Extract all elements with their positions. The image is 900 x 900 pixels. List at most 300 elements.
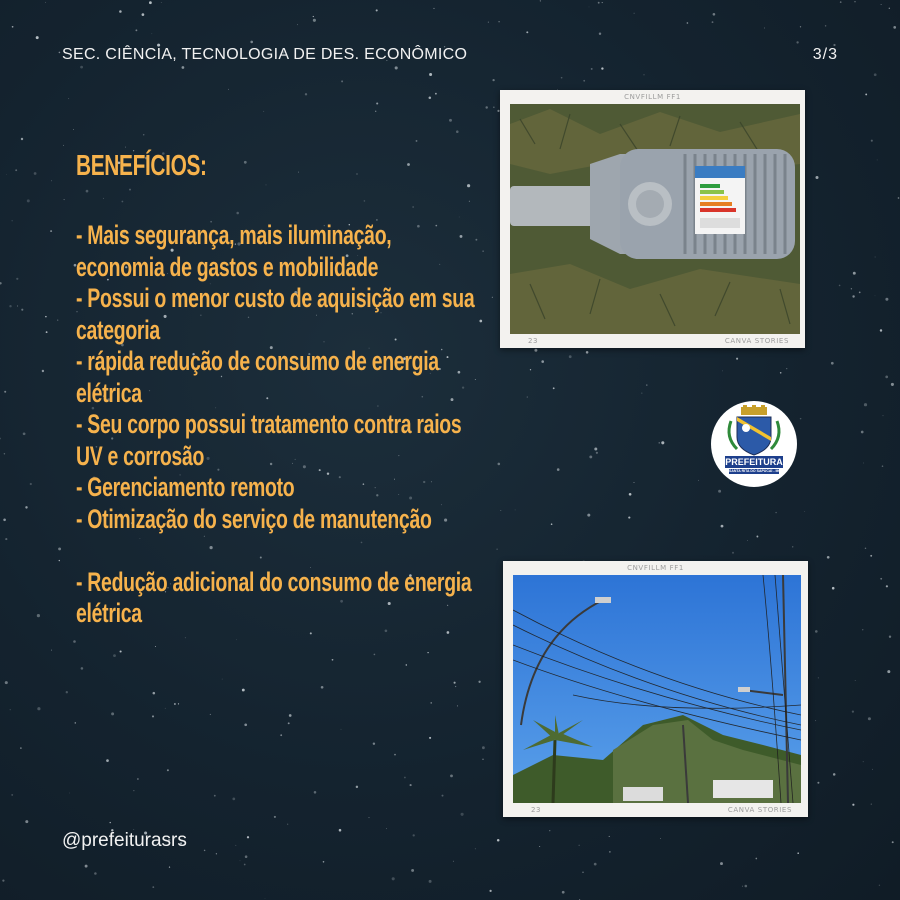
speckle [413,834,415,836]
speckle [5,538,7,540]
speckle [796,41,798,43]
speckle [321,686,324,689]
speckle [125,147,126,148]
speckle [80,66,83,69]
speckle [245,855,248,858]
speckle [429,880,432,883]
speckle [881,4,882,5]
speckle [0,282,2,284]
speckle [475,848,476,849]
speckle [313,16,314,17]
speckle [5,681,8,684]
speckle [204,850,206,852]
speckle [875,257,876,258]
speckle [852,295,854,297]
speckle [182,66,185,69]
speckle [800,418,802,420]
speckle [482,759,483,760]
speckle [644,75,645,76]
speckle [874,73,877,76]
speckle [887,670,890,673]
speckle [775,512,776,513]
benefit-item: - rápida redução de consumo de energia elétrica [76,346,439,408]
prefeitura-logo [711,401,797,487]
speckle [865,93,867,95]
speckle [861,431,864,434]
speckle [385,630,388,633]
speckle [20,747,21,748]
speckle [587,514,590,517]
speckle [263,111,264,112]
speckle [551,523,553,525]
speckle [429,97,432,100]
speckle [242,689,245,692]
speckle [442,795,444,797]
speckle [561,77,563,79]
speckle [10,709,11,710]
speckle [210,714,211,715]
benefits-section [76,150,496,630]
speckle [831,362,834,365]
speckle [485,106,487,108]
speckle [244,864,246,866]
speckle [332,659,334,661]
speckle [23,432,26,435]
speckle [461,813,464,816]
speckle [222,679,223,680]
speckle [6,174,7,175]
speckle [235,845,236,846]
speckle [376,9,378,11]
speckle [406,664,407,665]
speckle [133,790,134,791]
speckle [865,548,866,549]
speckle [540,0,541,1]
speckle [51,180,52,181]
speckle [244,723,247,726]
speckle [21,309,23,311]
speckle [736,358,738,360]
speckle [870,555,872,557]
speckle [42,370,44,372]
speckle [579,845,580,846]
speckle [594,863,597,866]
speckle [454,682,456,684]
speckle [120,650,122,652]
speckle [780,372,782,374]
speckle [356,786,358,788]
benefit-item: - Gerenciamento remoto [76,472,295,502]
speckle [106,759,109,762]
speckle [827,556,830,559]
speckle [591,68,593,70]
speckle [427,652,428,653]
speckle [851,288,852,289]
benefit-item: - Seu corpo possui tratamento contra raios UV e corrosão [76,409,462,471]
speckle [582,871,584,873]
speckle [453,861,454,862]
speckle [557,468,560,471]
speckle [742,886,743,887]
speckle [297,24,298,25]
speckle [152,715,154,717]
speckle [601,67,603,69]
speckle [879,885,880,886]
speckle [562,891,565,894]
speckle [629,493,632,496]
speckle [718,490,721,493]
speckle [598,2,600,4]
speckle [818,677,819,678]
speckle [429,73,432,76]
speckle [12,26,14,28]
speckle [457,705,458,706]
speckle [800,26,801,27]
speckle [73,640,76,643]
speckle [3,519,6,522]
speckle [853,272,856,275]
speckle [94,872,97,875]
speckle [280,734,282,736]
speckle [313,19,316,22]
speckle [493,107,494,108]
speckle [314,791,317,794]
speckle [456,130,459,133]
speckle [63,145,64,146]
speckle [786,368,787,369]
speckle [137,778,139,780]
coat-of-arms-icon [711,401,797,487]
speckle [2,879,4,881]
speckle [839,285,841,287]
speckle [64,199,65,200]
speckle [135,29,137,31]
speckle [455,686,456,687]
speckle [429,737,431,739]
speckle [885,376,888,379]
speckle [721,525,724,528]
speckle [482,746,485,749]
speckle [113,654,116,657]
speckle [228,89,229,90]
photo-frame-top-label: CNVFILLM FF1 [624,93,681,101]
speckle [305,93,307,95]
speckle [589,455,592,458]
speckle [893,26,896,29]
speckle [11,794,13,796]
speckle [9,305,11,307]
benefits-list [76,220,496,630]
speckle [25,820,28,823]
speckle [589,7,590,8]
speckle [871,140,873,142]
speckle [404,777,406,779]
speckle [825,25,826,26]
speckle [745,885,748,888]
photo-street-lights [503,561,808,817]
speckle [36,36,39,39]
speckle [815,630,818,633]
speckle [862,629,863,630]
speckle [498,21,499,22]
led-lamp-image [510,104,800,334]
photo-frame-number: 23 [531,806,542,814]
speckle [37,707,40,710]
speckle [433,8,434,9]
logo-subtitle: SANTA RITA DO SAPUCAÍ - MG [729,469,782,473]
speckle [530,369,531,370]
speckle [868,717,871,720]
speckle [886,585,888,587]
speckle [815,176,818,179]
speckle [883,415,884,416]
speckle [449,119,452,122]
speckle [720,862,723,865]
speckle [167,769,169,771]
speckle [27,199,30,202]
speckle [34,172,37,175]
speckle [395,66,398,69]
speckle [854,1,855,2]
speckle [804,511,805,512]
speckle [143,134,144,135]
speckle [764,28,765,29]
speckle [30,483,32,485]
photo-frame-bottom [500,334,805,348]
photo-led-lamp [500,90,805,348]
speckle [863,761,864,762]
speckle [852,711,854,713]
speckle [25,506,27,508]
speckle [435,93,437,95]
speckle [747,540,748,541]
speckle [661,441,664,444]
speckle [634,13,635,14]
benefits-heading: BENEFÍCIOS: [76,150,207,182]
speckle [341,729,342,730]
speckle [646,384,647,385]
speckle [594,448,597,451]
speckle [310,632,312,634]
social-handle: @prefeiturasrs [62,830,187,851]
speckle [17,306,18,307]
speckle [374,654,376,656]
speckle [394,754,396,756]
speckle [628,517,630,519]
speckle [232,798,235,801]
speckle [859,292,861,294]
speckle [288,722,290,724]
speckle [274,816,276,818]
speckle [4,453,5,454]
speckle [713,13,716,16]
speckle [142,13,145,16]
speckle [240,860,241,861]
speckle [891,383,894,386]
speckle [57,320,58,321]
speckle [0,438,1,440]
speckle [15,169,17,171]
speckle [153,692,156,695]
speckle [174,703,176,705]
speckle [815,720,816,721]
speckle [111,712,114,715]
speckle [817,782,819,784]
speckle [411,869,414,872]
speckle [247,836,249,838]
speckle [698,480,699,481]
speckle [527,397,528,398]
speckle [889,636,891,638]
speckle [541,360,544,363]
speckle [152,886,154,888]
speckle [178,703,179,704]
speckle [660,838,661,839]
street-lights-image [513,575,801,803]
header-title: SEC. CIÊNCIA, TECNOLOGIA DE DES. ECONÔMICO [62,46,468,63]
speckle [583,80,585,82]
speckle [882,465,884,467]
speckle [119,10,122,13]
speckle [864,403,867,406]
speckle [586,351,589,354]
speckle [12,220,13,221]
speckle [609,836,610,837]
speckle [45,316,47,318]
photo-frame-brand: CANVA STORIES [727,806,792,814]
speckle [500,510,501,511]
speckle [596,452,598,454]
speckle [265,898,266,899]
speckle [4,391,6,393]
photo-frame-number: 23 [528,337,539,345]
speckle [832,587,835,590]
speckle [833,773,836,776]
speckle [722,370,723,371]
speckle [323,861,325,863]
speckle [185,637,186,638]
speckle [46,331,48,333]
speckle [450,774,453,777]
speckle [871,804,872,805]
speckle [386,828,387,829]
speckle [165,708,166,709]
speckle [73,129,74,130]
speckle [236,639,237,640]
speckle [169,866,170,867]
speckle [756,536,758,538]
page-number: 3/3 [812,46,838,63]
speckle [515,510,516,511]
speckle [875,295,876,296]
speckle [732,552,734,554]
speckle [641,392,642,393]
speckle [526,31,528,33]
speckle [59,52,61,54]
speckle [85,865,88,868]
speckle [59,560,60,561]
speckle [852,804,854,806]
speckle [553,387,555,389]
benefit-item: - Redução adicional do consumo de energia elétrica [76,566,472,628]
speckle [373,742,375,744]
speckle [410,784,412,786]
speckle [375,111,376,112]
speckle [21,138,23,140]
speckle [712,21,714,23]
speckle [755,858,757,860]
speckle [863,463,864,464]
speckle [497,839,500,842]
logo-title: PREFEITURA [725,457,783,467]
speckle [155,646,156,647]
speckle [489,890,491,892]
benefit-item: - Otimização do serviço de manutenção [76,503,432,534]
speckle [66,691,68,693]
speckle [75,722,77,724]
speckle [634,482,635,483]
speckle [161,2,162,3]
speckle [892,841,894,843]
speckle [609,851,610,852]
speckle [149,1,152,4]
speckle [840,1,842,3]
speckle [69,793,70,794]
speckle [602,2,603,3]
speckle [289,714,292,717]
photo-frame-top-label: CNVFILLM FF1 [627,564,684,572]
speckle [68,98,69,99]
speckle [369,817,370,818]
speckle [110,822,111,823]
speckle [45,2,46,3]
speckle [216,853,217,854]
speckle [430,702,432,704]
speckle [792,546,793,547]
photo-frame-brand: CANVA STORIES [724,337,789,345]
speckle [599,32,601,34]
benefit-item: - Mais segurança, mais iluminação, economia de gastos e mobilidade [76,220,392,282]
speckle [416,140,418,142]
speckle [539,846,540,847]
speckle [488,22,489,23]
speckle [492,79,494,81]
speckle [341,80,343,82]
speckle [898,197,900,199]
speckle [496,549,497,550]
speckle [872,769,873,770]
speckle [50,230,52,232]
speckle [569,355,572,358]
speckle [880,329,882,331]
speckle [16,278,18,280]
speckle [855,680,856,681]
speckle [880,578,882,580]
speckle [214,795,216,797]
speckle [447,631,450,634]
speckle [889,8,890,9]
photo-frame-bottom [503,803,808,817]
speckle [687,22,689,24]
speckle [549,830,550,831]
speckle [51,650,52,651]
speckle [885,298,888,301]
speckle [339,829,342,832]
speckle [797,852,799,854]
speckle [151,33,152,34]
speckle [58,547,61,550]
speckle [534,349,537,352]
